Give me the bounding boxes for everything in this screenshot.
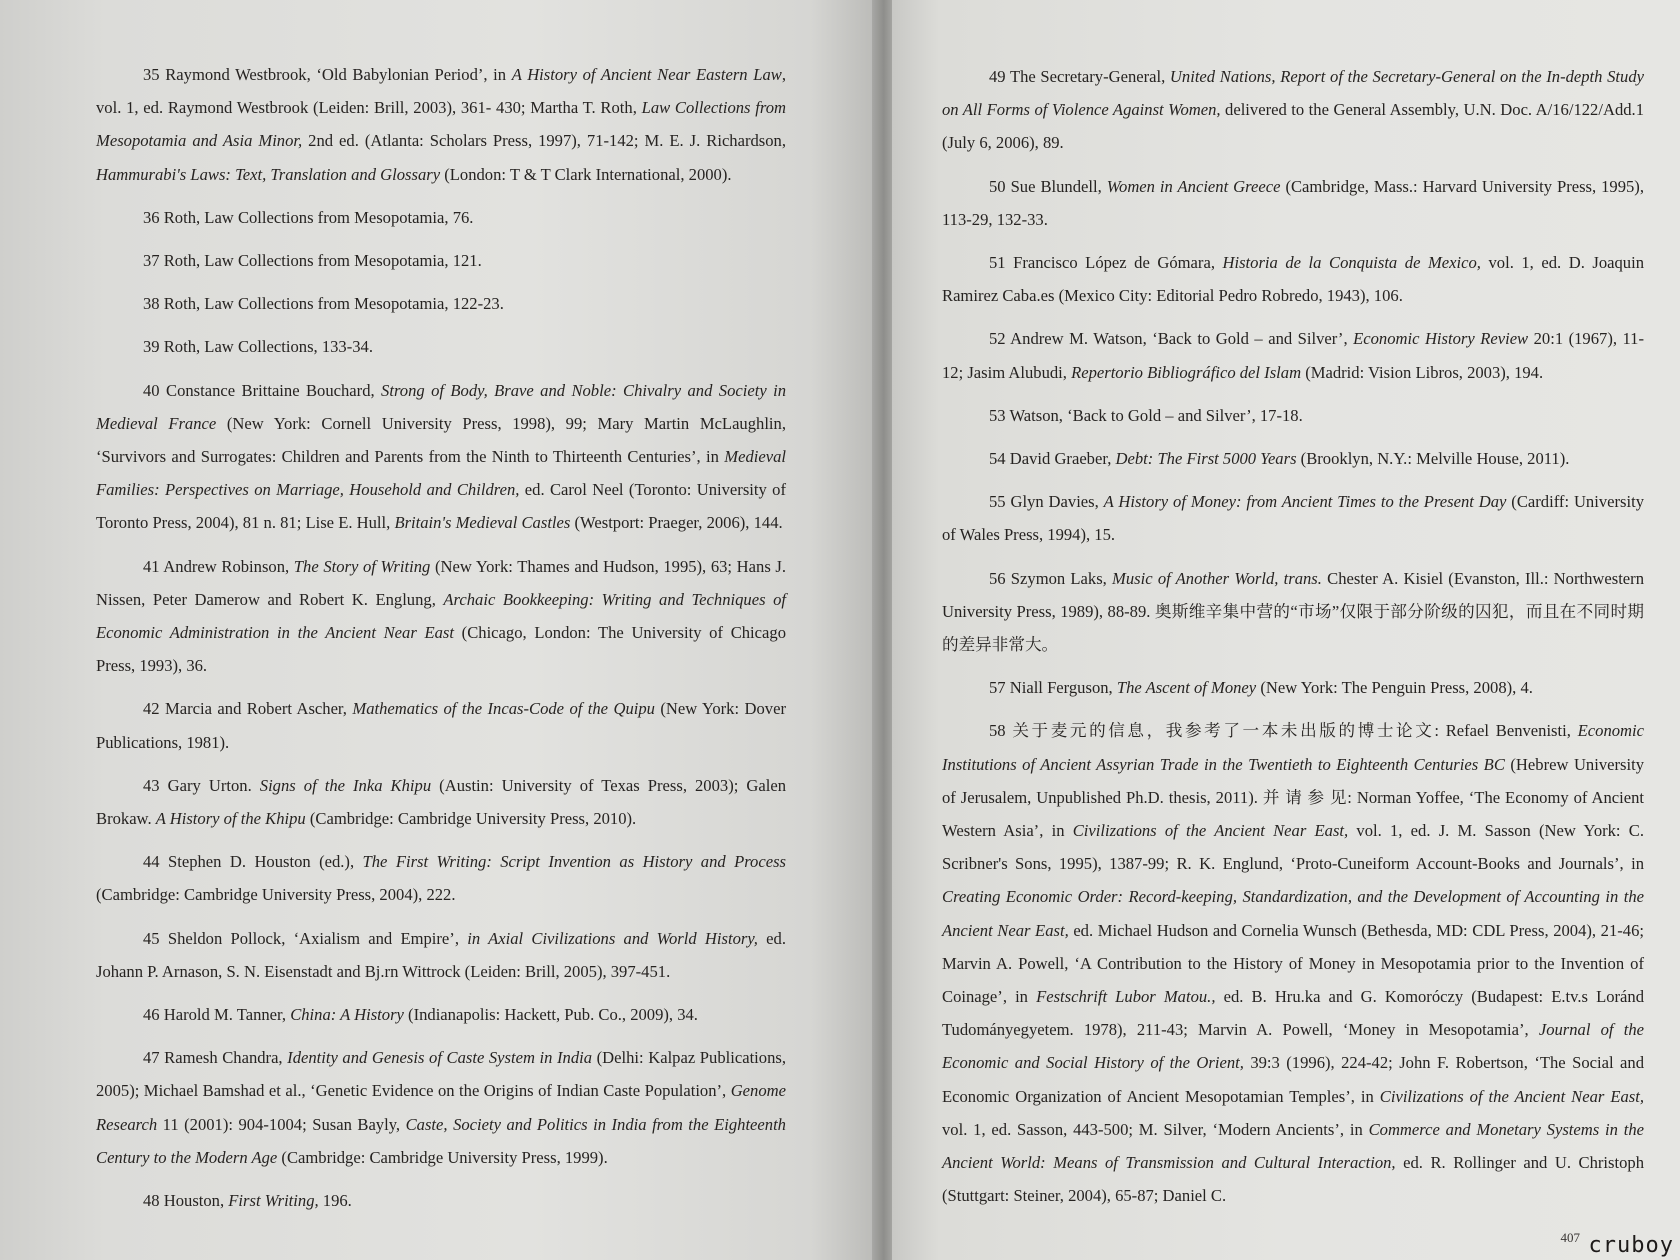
footnote-57 (942, 671, 1644, 704)
footnote-text: (Cambridge, Mass.: Harvard University Press, 1995), 113-29, 132-33. (942, 176, 1644, 229)
footnote-title-text: Archaic Bookkeeping: Writing and Techniques of Economic Administration in the Ancient Near East (96, 589, 787, 643)
footnote-text: 50 Sue Blundell, (989, 176, 1107, 196)
footnote-text: (Delhi: Kalpaz Publications, 2005); Michael Bamshad et al., ‘Genetic Evidence on the Origins of Indian Caste Population’, (96, 1048, 786, 1101)
footnote-title-text: Genome Research (96, 1081, 786, 1134)
footnote-text: 57 Niall Ferguson, (989, 678, 1117, 698)
footnote-text: (New York: Thames and Hudson, 1995), 63; Hans J. Nissen, Peter Damerow and Robert K. Englung, (96, 556, 787, 609)
footnote-title-text: Strong of Body, Brave and Noble: Chivalry and Society in Medieval France (96, 380, 786, 433)
footnote-44 (96, 845, 786, 911)
footnote-text: 48 Houston, (143, 1191, 229, 1211)
footnote-title-text: A History of the Khipu (155, 809, 306, 829)
footnote-52 (942, 322, 1644, 388)
footnote-text: 56 Szymon Laks, (989, 568, 1113, 588)
footnote-text: 196. (318, 1191, 352, 1211)
footnote-title-text: in Axial Civilizations and World History, (467, 928, 758, 948)
footnote-title-text: Debt: The First 5000 Years (1115, 449, 1297, 469)
footnote-text: vol. 1, ed. D. Joaquin Ramirez Caba.es (Mexico City: Editorial Pedro Robredo, 1943), 106. (942, 253, 1644, 306)
footnote-text: 42 Marcia and Robert Ascher, (143, 699, 353, 719)
right-page (892, 0, 1680, 1260)
footnote-title-text: Music of Another World, trans. (1112, 568, 1322, 588)
footnote-title-text: Commerce and Monetary Systems in the Ancient World: Means of Transmission and Cultural Interaction, (942, 1119, 1644, 1173)
footnote-text: ed. R. Rollinger and U. Christoph (Stuttgart: Steiner, 2004), 65-87; Daniel C. (942, 1153, 1645, 1206)
footnote-title-text: The First Writing: Script Invention as History and Process (362, 852, 786, 872)
footnote-text: 54 David Graeber, (989, 449, 1116, 469)
footnote-title-text: Women in Ancient Greece (1106, 176, 1281, 196)
footnote-41 (96, 550, 786, 683)
footnote-40 (96, 374, 786, 540)
footnote-text: 58 关于麦元的信息，我参考了一本未出版的博士论文: Refael Benvenisti, (989, 721, 1578, 741)
footnote-55 (942, 485, 1644, 551)
footnote-text: 36 Roth, Law Collections from Mesopotamia, 76. (143, 207, 474, 227)
footnote-text: (Cambridge: Cambridge University Press, 2010). (305, 809, 637, 829)
footnote-text: 41 Andrew Robinson, (143, 556, 294, 576)
footnote-text: (Westport: Praeger, 2006), 144. (570, 513, 783, 533)
footnote-title-text: First Writing, (228, 1191, 319, 1211)
footnote-37 (96, 244, 786, 277)
footnote-text: (New York: Cornell University Press, 1998), 99; Mary Martin McLaughlin, ‘Survivors and Surrogates: Children and Parents from the Ninth to Thirteenth Centuries’, in (96, 413, 786, 467)
footnote-title-text: Hammurabi's Laws: Text, Translation and Glossary (96, 164, 441, 184)
footnote-text: delivered to the General Assembly, U.N. Doc. A/16/122/Add.1 (July 6, 2006), 89. (942, 100, 1644, 153)
footnote-text: ed. Carol Neel (Toronto: University of Toronto Press, 2004), 81 n. 81; Lise E. Hull, (96, 480, 786, 533)
footnote-49 (942, 60, 1644, 160)
footnote-47 (96, 1041, 786, 1174)
page-number: 407 (1560, 1230, 1580, 1245)
footnote-text: (Hebrew University of Jerusalem, Unpublished Ph.D. thesis, 2011). 并 请 参 见: Norman Yoffee, ‘The Economy of Ancient Western Asia’, in (942, 754, 1645, 841)
footnote-text: ed. Michael Hudson and Cornelia Wunsch (Bethesda, MD: CDL Press, 2004), 21-46; Marvin A. Powell, ‘A Contribution to the History of Money in Mesopotamia prior to the Invention of Coinage’, in (942, 920, 1644, 1007)
footnote-title-text: United Nations, Report of the Secretary-General on the In-depth Study on All Forms of Violence Against Women, (942, 67, 1644, 120)
footnote-text: 20:1 (1967), 11-12; Jasim Alubudi, (942, 329, 1645, 382)
footnote-text: , vol. 1, ed. Raymond Westbrook (Leiden: Brill, 2003), 361- 430; Martha T. Roth, (96, 65, 786, 118)
footnote-text: 35 Raymond Westbrook, ‘Old Babylonian Period’, in (143, 65, 512, 84)
footnote-45 (96, 922, 786, 988)
footnote-title-text: Journal of the Economic and Social History of the Orient, (942, 1020, 1644, 1073)
footnote-text: (London: T & T Clark International, 2000). (440, 164, 732, 184)
footnote-text: (Brooklyn, N.Y.: Melville House, 2011). (1296, 449, 1570, 469)
footnote-56 (942, 562, 1644, 662)
footnote-58 (942, 714, 1644, 1212)
footnote-38 (96, 287, 786, 320)
footnote-text: (Cardiff: University of Wales Press, 1994), 15. (942, 492, 1644, 545)
right-notes-list (942, 60, 1644, 1213)
footnote-text: (Cambridge: Cambridge University Press, 2004), 222. (96, 885, 456, 905)
footnote-42 (96, 692, 786, 758)
footnote-text: ed. Johann P. Arnason, S. N. Eisenstadt and Bj.rn Wittrock (Leiden: Brill, 2005), 397-451. (96, 928, 786, 981)
footnote-text: 11 (2001): 904-1004; Susan Bayly, (157, 1114, 406, 1134)
footnote-title-text: The Ascent of Money (1116, 678, 1257, 698)
footnote-text: (Cambridge: Cambridge University Press, 1999). (277, 1147, 608, 1167)
footnote-title-text: Civilizations of the Ancient Near East, (1379, 1086, 1644, 1106)
footnote-text: 53 Watson, ‘Back to Gold – and Silver’, 17-18. (989, 405, 1303, 425)
footnote-text: (New York: The Penguin Press, 2008), 4. (1256, 678, 1533, 698)
footnote-title-text: Identity and Genesis of Caste System in India (287, 1048, 593, 1068)
footnote-53 (942, 399, 1644, 432)
footnote-text: ed. B. Hru.ka and G. Komoróczy (Budapest: E.tv.s Loránd Tudományegyetem. 1978), 211-43; Marvin A. Powell, ‘Money in Mesopotamia’, (942, 987, 1644, 1040)
footnote-title-text: Creating Economic Order: Record-keeping, Standardization, and the Development of Accounting in the Ancient Near East, (942, 887, 1644, 940)
footnote-title-text: Law Collections from Mesopotamia and Asia Minor, (96, 98, 786, 151)
footnote-title-text: Economic Institutions of Ancient Assyrian Trade in the Twentieth to Eighteenth Centuries BC (942, 721, 1644, 774)
footnote-text: 37 Roth, Law Collections from Mesopotamia, 121. (143, 251, 482, 271)
footnote-title-text: Mathematics of the Incas-Code of the Quipu (352, 699, 655, 719)
footnote-text: 38 Roth, Law Collections from Mesopotamia, 122-23. (143, 294, 504, 314)
footnote-title-text: Economic History Review (1353, 329, 1529, 349)
footnote-text: 52 Andrew M. Watson, ‘Back to Gold – and Silver’, (989, 329, 1354, 349)
footnote-title-text: Historia de la Conquista de Mexico, (1222, 253, 1481, 273)
footnote-54 (942, 442, 1644, 475)
footnote-text: 39:3 (1996), 224-42; John F. Robertson, ‘The Social and Economic Organization of Ancient Mesopotamian Temples’, in (942, 1053, 1644, 1106)
footnote-text: (Austin: University of Texas Press, 2003); Galen Brokaw. (96, 775, 786, 829)
footnote-text: vol. 1, ed. J. M. Sasson (New York: C. Scribner's Sons, 1995), 1387-99; R. K. Englund, ‘Proto-Cuneiform Account-Books and Journals’, in (942, 821, 1644, 874)
footnote-51 (942, 246, 1644, 312)
footnote-text: (Indianapolis: Hackett, Pub. Co., 2009), 34. (403, 1005, 698, 1025)
footnote-36 (96, 201, 786, 234)
footnote-title-text: Caste, Society and Politics in India from the Eighteenth Century to the Modern Age (96, 1114, 786, 1167)
footnote-text: 46 Harold M. Tanner, (143, 1005, 291, 1025)
footnote-text: 40 Constance Brittaine Bouchard, (143, 380, 382, 400)
footnote-title-text: Repertorio Bibliográfico del Islam (1071, 362, 1302, 382)
footnote-48 (96, 1184, 786, 1217)
footnote-text: 55 Glyn Davies, (989, 492, 1104, 512)
footnote-50 (942, 170, 1644, 236)
footnote-35 (96, 58, 786, 191)
footnote-title-text: Festschrift Lubor Matou., (1036, 987, 1216, 1007)
footnote-title-text: A History of Ancient Near Eastern Law (511, 65, 782, 84)
footnote-text: 51 Francisco López de Gómara, (989, 253, 1223, 273)
left-notes-list (96, 58, 786, 1217)
footnote-text: 49 The Secretary-General, (989, 67, 1170, 86)
footnote-title-text: Britain's Medieval Castles (394, 513, 571, 533)
footnote-title-text: Medieval Families: Perspectives on Marriage, Household and Children, (96, 447, 786, 500)
footnote-text: 43 Gary Urton. (143, 775, 260, 795)
footnote-text: (Madrid: Vision Libros, 2003), 194. (1301, 362, 1544, 382)
footnote-46 (96, 998, 786, 1031)
footnote-title-text: Signs of the Inka Khipu (259, 775, 432, 795)
footnote-text: 39 Roth, Law Collections, 133-34. (143, 337, 373, 357)
watermark: cruboy (1588, 1233, 1674, 1258)
footnote-title-text: A History of Money: from Ancient Times to the Present Day (1103, 492, 1507, 512)
footnote-title-text: Civilizations of the Ancient Near East, (1072, 821, 1349, 841)
footnote-text: 2nd ed. (Atlanta: Scholars Press, 1997), 71-142; M. E. J. Richardson, (302, 131, 786, 151)
footnote-39 (96, 330, 786, 363)
footnote-text: 45 Sheldon Pollock, ‘Axialism and Empire’, (143, 928, 468, 948)
footnote-title-text: The Story of Writing (293, 556, 431, 576)
footnote-text: Chester A. Kisiel (Evanston, Ill.: Northwestern University Press, 1989), 88-89. 奥斯维辛集中营的“市场”仅限于部分阶级的囚犯，而且在不同时期的差异非常大。 (942, 568, 1644, 655)
footnote-43 (96, 769, 786, 835)
footnote-text: vol. 1, ed. Sasson, 443-500; M. Silver, ‘Modern Ancients’, in (942, 1119, 1369, 1139)
footnote-title-text: China: A History (290, 1005, 404, 1025)
footnote-text: (New York: Dover Publications, 1981). (96, 699, 786, 752)
footnote-text: 44 Stephen D. Houston (ed.), (143, 852, 363, 872)
footnote-text: (Chicago, London: The University of Chicago Press, 1993), 36. (96, 623, 786, 676)
footnote-text: 47 Ramesh Chandra, (143, 1048, 288, 1068)
